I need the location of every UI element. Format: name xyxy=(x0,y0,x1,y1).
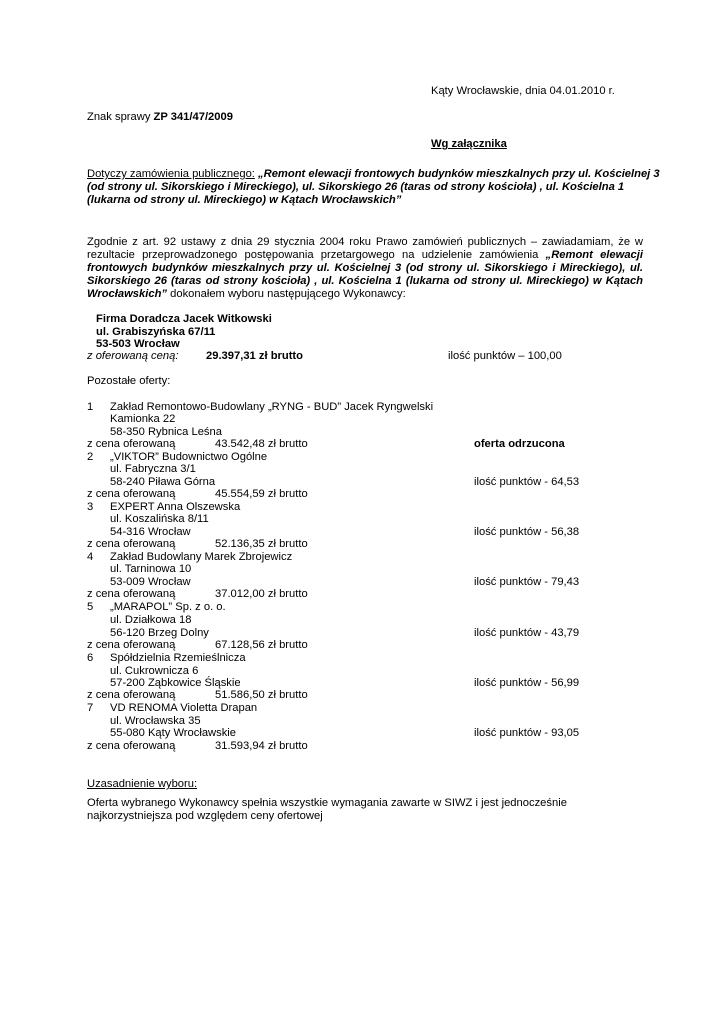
notice-title: „Remont elewacji frontowych budynków mieszkalnych przy ul. Kościelnej 3 (od strony ul. Sikorskiego i Mireckiego), ul. Sikorskiego 26 (taras od strony kościoła) , ul. Kościelna 1 (lukarna od strony ul. Mireckiego) w Kątach Wrocławskich” xyxy=(87,249,643,300)
justification-text: Oferta wybranego Wykonawcy spełnia wszystkie wymagania zawarte w SIWZ i jest jednocześnie najkorzystniejsza pod względem ceny ofertowej xyxy=(87,797,567,822)
offer-result: ilość punktów - 56,99 xyxy=(474,677,580,689)
offer-3-price-row xyxy=(87,538,647,551)
offer-1-street-row xyxy=(87,413,647,426)
offer-result: oferta odrzucona xyxy=(474,438,565,450)
offer-result: ilość punktów - 43,79 xyxy=(474,627,580,639)
offer-city: 58-240 Piława Górna xyxy=(110,476,216,488)
offer-price: 52.136,35 zł brutto xyxy=(215,538,308,550)
offer-6-header xyxy=(87,652,647,665)
offer-price-label: z cena oferowaną xyxy=(87,740,176,752)
offer-5-street-row xyxy=(87,614,647,627)
subject-label: Dotyczy zamówienia publicznego: xyxy=(87,168,255,180)
offer-number: 4 xyxy=(87,551,94,563)
winner-city: 53-503 Wrocław xyxy=(96,338,180,350)
offer-city: 57-200 Ząbkowice Śląskie xyxy=(110,677,241,689)
offer-4-price-row xyxy=(87,588,647,601)
offer-price: 43.542,48 zł brutto xyxy=(215,438,308,450)
offer-price: 37.012,00 zł brutto xyxy=(215,588,308,600)
offer-price: 45.554,59 zł brutto xyxy=(215,488,308,500)
notice-end: dokonałem wyboru następującego Wykonawcy: xyxy=(167,288,406,300)
offer-street: ul. Tarninowa 10 xyxy=(110,563,192,575)
other-offers-label: Pozostałe oferty: xyxy=(87,375,171,387)
offer-number: 7 xyxy=(87,702,94,714)
offer-name: „VIKTOR” Budownictwo Ogólne xyxy=(110,451,268,463)
offer-city: 54-316 Wrocław xyxy=(110,526,191,538)
offer-city: 58-350 Rybnica Leśna xyxy=(110,426,222,438)
winner-price-row xyxy=(87,350,647,363)
offer-price-label: z cena oferowaną xyxy=(87,538,176,550)
offer-street: ul. Wrocławska 35 xyxy=(110,715,201,727)
offer-3-street-row xyxy=(87,513,647,526)
subject-title-1: „Remont elewacji frontowych budynków mieszkalnych przy ul. Kościelnej 3 xyxy=(254,168,660,180)
offer-result: ilość punktów - 64,53 xyxy=(474,476,580,488)
offer-number: 3 xyxy=(87,501,94,513)
notice-paragraph xyxy=(87,236,643,301)
subject-title-2: (od strony ul. Sikorskiego i Mireckiego), ul. Sikorskiego 26 (taras od strony kościoła) , ul. Kościelna 1 xyxy=(87,181,625,193)
offer-result: ilość punktów - 79,43 xyxy=(474,576,580,588)
offer-street: ul. Fabryczna 3/1 xyxy=(110,463,196,475)
offer-name: EXPERT Anna Olszewska xyxy=(110,501,241,513)
offer-1-price-row xyxy=(87,438,647,451)
offer-4-street-row xyxy=(87,563,647,576)
offer-name: VD RENOMA Violetta Drapan xyxy=(110,702,258,714)
offer-name: „MARAPOL” Sp. z o. o. xyxy=(110,601,226,613)
offer-price-label: z cena oferowaną xyxy=(87,438,176,450)
case-reference xyxy=(87,111,233,124)
offer-price: 67.128,56 zł brutto xyxy=(215,639,308,651)
offer-number: 2 xyxy=(87,451,94,463)
offer-price: 51.586,50 zł brutto xyxy=(215,689,308,701)
offer-street: ul. Działkowa 18 xyxy=(110,614,192,626)
offer-number: 1 xyxy=(87,401,94,413)
winner-points xyxy=(448,350,562,363)
offer-price: 31.593,94 zł brutto xyxy=(215,740,308,752)
offer-city: 55-080 Kąty Wrocławskie xyxy=(110,727,237,739)
offer-7-city-row xyxy=(87,727,647,740)
winner-price-label: z oferowaną ceną: xyxy=(87,350,179,362)
offer-2-street-row xyxy=(87,463,647,476)
winner-price: 29.397,31 zł brutto xyxy=(206,350,303,362)
offer-name: Spółdzielnia Rzemieślnicza xyxy=(110,652,246,664)
justification-heading: Uzasadnienie wyboru: xyxy=(87,778,198,790)
offer-number: 6 xyxy=(87,652,94,664)
offer-7-header xyxy=(87,702,647,715)
offer-city: 53-009 Wrocław xyxy=(110,576,191,588)
offer-price-label: z cena oferowaną xyxy=(87,588,176,600)
offer-6-price-row xyxy=(87,689,647,702)
winner-street: ul. Grabiszyńska 67/11 xyxy=(96,326,216,338)
winner-points-text: ilość punktów – 100,00 xyxy=(448,350,562,362)
case-number: ZP 341/47/2009 xyxy=(153,111,233,123)
winner-name: Firma Doradcza Jacek Witkowski xyxy=(96,313,272,325)
offer-name: Zakład Remontowo-Budowlany „RYNG - BUD” Jacek Ryngwelski xyxy=(110,401,434,413)
attachment-note: Wg załącznika xyxy=(431,138,507,150)
offer-price-label: z cena oferowaną xyxy=(87,689,176,701)
offer-5-price-row xyxy=(87,639,647,652)
subject-title-3: (lukarna od strony ul. Mireckiego) w Kątach Wrocławskich” xyxy=(87,194,402,206)
case-label: Znak sprawy xyxy=(87,111,151,123)
offer-street: ul. Cukrownicza 6 xyxy=(110,665,199,677)
offer-2-price-row xyxy=(87,488,647,501)
offer-price-label: z cena oferowaną xyxy=(87,639,176,651)
offer-name: Zakład Budowlany Marek Zbrojewicz xyxy=(110,551,293,563)
subject-line-1 xyxy=(87,168,660,181)
offer-price-label: z cena oferowaną xyxy=(87,488,176,500)
offer-street: ul. Koszalińska 8/11 xyxy=(110,513,209,525)
offer-number: 5 xyxy=(87,601,94,613)
place-date: Kąty Wrocławskie, dnia 04.01.2010 r. xyxy=(431,85,615,97)
offer-result: ilość punktów - 93,05 xyxy=(474,727,580,739)
offer-7-price-row xyxy=(87,740,647,753)
offer-5-header xyxy=(87,601,647,614)
notice-text: Zgodnie z art. 92 ustawy z dnia 29 stycznia 2004 roku Prawo zamówień publicznych – zawiadamiam, że w rezultacie przeprowadzonego postępowania przetargowego na udzielenie zamówienia xyxy=(87,236,643,261)
offer-street: Kamionka 22 xyxy=(110,413,176,425)
offer-result: ilość punktów - 56,38 xyxy=(474,526,580,538)
offer-city: 56-120 Brzeg Dolny xyxy=(110,627,209,639)
